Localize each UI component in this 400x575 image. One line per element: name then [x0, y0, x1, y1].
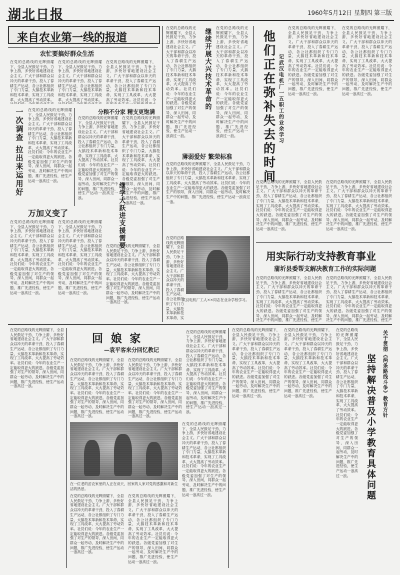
article-10-col-3: 在党的总路线的光辉照耀下，全县人民鼓足干劲，力争上游，多快好省地建设社会主义。广大干部和群众以冲天的革命干劲，投入了春耕生产运动，各公社都组织了专门力量，大搞技术革新和技术革命，实现了工具改革，大大提高了劳动效率。社员们说：今年的农业生产一定能取得更大的跃进。各级党委加强了对生产的领导，深入田间，同群众一起劳动，及时解决生产中的问题，推广先进经验，使生产运动一浪高过一浪。 — [336, 328, 358, 478]
article-3-title: 万加义变了 — [28, 208, 68, 218]
article-1-kicker: 来自农业第一线的报道 — [17, 31, 127, 44]
article-1-subhead-2: 分粮不分家 精支更饱满 — [98, 110, 155, 116]
article-10-title: 坚持解决普及小学教育具体问题 — [365, 354, 375, 501]
article-1-col-3: 在党的总路线的光辉照耀下，全县人民鼓足干劲，力争上游，多快好省地建设社会主义。广大干部和群众以冲天的革命干劲，投入了春耕生产运动，各公社都组织了专门力量，大搞技术革新和技术革命，实现了工具改革，大大提高了劳动效率。社员们说：今 — [106, 60, 156, 102]
article-8-title: 用实际行动支持教育事业 — [266, 252, 376, 263]
article-9-col-4: 在党的总路线的光辉照耀下，全县人民鼓足干劲，力争上游，多快好省地建设社会主义。广大干部和群众以冲天的革命干劲，投入了春耕生产运动，各公社都组织了专门力量，大搞技术革新和技术革命，实现了工具改革，大大提高了劳动效率。社员们说：今年的农业生产一定能取得更大的跃进。各级党委加强了对生产的领导，深入田间，同群众一起劳动，及时解决生产中的问题，推广先进经验，使生产运动一浪高过一浪。 — [182, 422, 226, 497]
article-5-col-1: 在党的总路线的光辉照耀下，全县人民鼓足干劲，力争上游，多快好省地建设社会主义。广大干部和群众以冲天的革命干劲，投入了春耕生产运动，各公社都组织了专门力量，大搞技术革新和技术革命，实现了工具改革，大大提高了劳动效率。社员们说：今年的农业生产一定能取得更大的跃进。各级党委加强了对生产的领导，深入田间，同群众一起劳动，及时解决生产中的问题，推广先进经验，使生产运动一浪高过一浪。 — [166, 26, 196, 139]
issue-date: 1960年5月12日 星期四 第三版 — [307, 10, 392, 17]
article-8-col-2: 在党的总路线的光辉照耀下，全县人民鼓足干劲，力争上游，多快好省地建设社会主义。广大干部和群众以冲天的革命干劲，投入了春耕生产运动，各公社都组织了专门力量，大搞技术革新和技术革命，实现了工具改革，大大提高了劳动效率。社员们说：今年的农业生产一定能取得更大的跃进。各级党委加强了对生产的领导，深入田间，同群众一起劳动，及时解决生产中的问题，推广先进经验，使生产 — [326, 276, 392, 322]
article-9-col-1: 在党的总路线的光辉照耀下，全县人民鼓足干劲，力争上游，多快好省地建设社会主义。广大干部和群众以冲天的革命干劲，投入了春耕生产运动，各公社都组织了专门力量，大搞技术革新和技术革命，实现了工具改革，大大提高了劳动效率。社员们说：今年的农业生产一定能取得更大的跃进。各级党委加强了对生产的领导，深入田间，同群众一起劳动，及时解决生产中的问题，推广先进经验，使生产运动一浪高过一浪。 — [70, 358, 124, 418]
article-10-kicker: 关于贯彻《两条路线斗争》教育方针 — [382, 330, 388, 418]
article-6-col-1: 在党的总路线的光辉照耀下，全县人民鼓足干劲，力争上游，多快好省地建设社会主义。广大干部和群众以冲天的革命干劲，投入了春耕生产运动，各公社都组织了专门力量，大搞技术革新和技术革命，实现了工具改革，大大提高了劳动效率。社员们说：今年的农业生产一定能取得更大的跃进。各级党委加强了对生产的领导，深入田间，同群众一起劳动，及时解决生产中的问题，推广先进经验，使生产运动一浪高过一浪。 — [216, 26, 248, 139]
photo-1 — [186, 236, 250, 294]
article-5-heading: 薄弱爱好 繁荣标准 — [182, 154, 233, 161]
article-5-col-3: 在党的总路线的光辉照耀下，全县人民鼓足干劲，力争上游，多快好省地建设社会主义。广大干部和群众以冲天的革命干劲，投入了春耕生产运动，各公社都组织了专门力量，大搞技术革新和技术革命，实 — [166, 236, 184, 320]
photo-1-caption: 武汉电机厂工人××同志在业余学校学习。 — [182, 298, 250, 302]
article-5-col-2: 在党的总路线的光辉照耀下，全县人民鼓足干劲，力争上游，多快好省地建设社会主义。广大干部和群众以冲天的革命干劲，投入了春耕生产运动，各公社都组织了专门力量，大搞技术革新和技术革命，实现了工具改革，大大提高了劳动效率。社员们说：今年的农业生产一定能取得更大的跃进。各级党委加强了对生产的领导，深入田间，同群众一起劳动，及时解决生产中的问题，推广先进经验，使生产运动一浪高过一浪。 — [166, 162, 250, 204]
article-4-title: 继学大跃进支援需要 — [118, 182, 126, 250]
article-9-left-col: 在党的总路线的光辉照耀下，全县人民鼓足干劲，力争上游，多快好省地建设社会主义。广大干部和群众以冲天的革命干劲，投入了春耕生产运动，各公社都组织了专门力量，大搞技术革新和技术革命，实现了工具改革，大大提高了劳动效率。社员们说：今年的农业生产一定能取得更大的跃进。各级党委加强了对生产的领导，深入田间，同群众一起劳动，及时解决生产中的问题，推广先进经验，使生产运动一浪高过一浪。 — [10, 328, 64, 389]
article-1-headline-box — [8, 26, 160, 44]
article-2-vertical-title: 一次调查 拉出来运用好 — [15, 108, 24, 197]
article-8-subtitle: 蒲圻县委帮支解决教育工作的实际问题 — [274, 266, 377, 273]
article-10-col-2: 在党的总路线的光辉照耀下，全县人民鼓足干劲，力争上游，多快好省地建设社会主义。广大干部和群众以冲天的革命干劲，投入了春耕生产运动，各公社都组织了专门力量，大搞技术革新和技术革命，实现了工具改革，大大提高了劳动效率。社员们说：今年的农业生产一定能取得更大的跃进。各级党委加强了对生产的领导，深入田间，同群众一起劳动，及时解决生产中的问题，推广先进经验，使生产运动一浪高过一浪。 — [284, 328, 332, 398]
article-7-col-1: 在党的总路线的光辉照耀下，全县人民鼓足干劲，力争上游，多快好省地建设社会主义。广大干部和群众以冲天的革命干劲，投入了春耕生产运动，各公社都组织了专门力量，大搞技术革新和技术革命，实现了工具改革，大大提高了劳动效率。社员们说：今年的农业生产一定能取得更大的跃进。各级党委加强了对生产的领导，深入田间，同群众一起劳动，及时解决生产中的问题，推广先进经验，使生产运动一浪高过一浪。 — [288, 26, 338, 96]
article-9-col-3: 在党的总路线的光辉照耀下，全县人民鼓足干劲，力争上游，多快好省地建设社会主义。广大干部和群众以冲天的革命干劲，投入了春耕生产运动，各公社都组织了专门力量，大搞技术革新和技术革命，实现了工具改革，大大提高了劳动效率。社员们说：今年的农业生产一定能取得更大的跃进。各级党委加强了对生产的领导，深入田间，同群众一起劳动，及时解决生产中的问题，推广先进经验，使生产运动一浪高过一浪。 — [186, 330, 226, 414]
article-9-col-2: 在党的总路线的光辉照耀下，全县人民鼓足干劲，力争上游，多快好省地建设社会主义。广大干部和群众以冲天的革命干劲，投入了春耕生产运动，各公社都组织了专门力量，大搞技术革新和技术革命，实现了工具改革，大大提高了劳动效率。社员们说：今年的农业生产一定能取得更大的跃进。各级党委加强了对生产的领导，深入田间，同群众一起劳动，及时解决生产中的问题，推广先进经验，使生产运动一浪高过一浪。 — [128, 358, 182, 418]
paper-name: 湖北日报 — [8, 8, 65, 23]
article-1-col-5: 在党的总路线的光辉照耀下，全县人民鼓足干劲，力争上游，多快好省地建设社会主义。广大干部和群众以冲天的革命干劲，投入了春耕生产运动，各公社都组织了专门力量，大搞技术革新和技术革命，实现了工具改革，大大提高了劳动效率。社员们说：今年的农业生产一定能取得更大的跃进。各级党委加强了对生产的领导，深入田间，同群众一起劳动，及时解决生产中的问题，推广先进经验，使生产运动一浪高过一浪。 — [122, 116, 160, 205]
article-6-vertical-title: 继续开展大兴技术革命的 — [204, 28, 212, 111]
article-1-col-1: 在党的总路线的光辉照耀下，全县人民鼓足干劲，力争上游，多快好省地建设社会主义。广大干部和群众以冲天的革命干劲，投入了春耕生产运动，各公社都组织了专门力量，大搞技术革新和技术革命，实现了工具改革，大大提高了劳动效率。 — [10, 60, 54, 102]
photo-2-caption: 在一位老的贫农家里的人正在谈天，回家的人家对党的感激和对新生活的热爱。 — [70, 482, 178, 491]
article-1-col-2: 在党的总路线的光辉照耀下，全县人民鼓足干劲，力争上游，多快好省地建设社会主义。广大干部和群众以冲天的革命干劲，投入了春耕生产运动，各公社都组织了专门力量，大搞技术革新和技术革命，实现了工具改革，大大提高了劳动效率。 — [58, 60, 102, 102]
article-7-col-4: 在党的总路线的光辉照耀下，全县人民鼓足干劲，力争上游，多快好省地建设社会主义。广大干部和群众以冲天的革命干劲，投入了春耕生产运动，各公社都组织了专门力量，大搞技术革新和技术革命，实现了工具改革，大大提高了劳动效率。社员们说：今年的农业生产一定能取得更大的跃进。各级党委加强了对生产的领导，深入田间，同群众一起劳动，及时解决生产中的问题，推广先进经验，使生产运动一浪高过一浪。 — [326, 180, 392, 232]
article-3-col-1: 在党的总路线的光辉照耀下，全县人民鼓足干劲，力争上游，多快好省地建设社会主义。广大干部和群众以冲天的革命干劲，投入了春耕生产运动，各公社都组织了专门力量，大搞技术革新和技术革命，实现了工具改革，大大提高了劳动效率。社员们说：今年的农业生产一定能取得更大的跃进。各级党委加强了对生产的领导，深入田间，同群众一起劳动，及时解决生产中的问题，推广先进经验，使生产运动一浪高过一浪。 — [10, 220, 54, 295]
masthead — [6, 4, 394, 21]
article-1-col-4: 在党的总路线的光辉照耀下，全县人民鼓足干劲，力争上游，多快好省地建设社会主义。广大干部和群众以冲天的革命干劲，投入了春耕生产运动，各公社都组织了专门力量，大搞技术革新和技术革命，实现了工具改革，大大提高了劳动效率。社员们说：今年的农业生产一定能取得更大的跃进。各级党委加强了对生产的领导，深入田间，同群众一起劳动，及时解决生产中的问题，推广先进经验，使生产运动一浪高过一浪。 — [78, 116, 118, 200]
article-2-col-1: 在党的总路线的光辉照耀下，全县人民鼓足干劲，力争上游，多快好省地建设社会主义。广大干部和群众以冲天的革命干劲，投入了春耕生产运动，各公社都组织了专门力量，大搞技术革新和技术革命，实现了工具改革，大大提高了劳动效率。社员们说：今年的农业生产一定能取得更大的跃进。各级党委加强了对生产的领导，深入田间，同群众一起劳动，及时解决生产中的问题，推广先进经验，使生产运动一浪高过一浪。 — [28, 108, 72, 183]
article-9-title: 回 娘 家 — [92, 332, 143, 345]
article-3-col-2: 在党的总路线的光辉照耀下，全县人民鼓足干劲，力争上游，多快好省地建设社会主义。广大干部和群众以冲天的革命干劲，投入了春耕生产运动，各公社都组织了专门力量，大搞技术革新和技术革命，实现了工具改革，大大提高了劳动效率。社员们说：今年的农业生产一定能取得更大的跃进。各级党委加强了对生产的领导，深入田间，同群众一起劳动，及时解决生产中的问题，推广先进经验，使生产运动一浪高过一浪。 — [58, 220, 102, 295]
article-10-col-1: 在党的总路线的光辉照耀下，全县人民鼓足干劲，力争上游，多快好省地建设社会主义。广大干部和群众以冲天的革命干劲，投入了春耕生产运动，各公社都组织了专门力量，大搞技术革新和技术革命，实现了工具改革，大大提高了劳动效率。社员们说：今年的农业生产一定能取得更大的跃进。各级党委加强了对生产的领导，深入田间，同群众一起劳动，及时解决生产中的问题，推广先进经验，使生产运动一浪高过一浪。 — [232, 328, 280, 398]
photo-2 — [70, 422, 178, 480]
article-7-subtitle: 记武汉电机厂一五职工的业余学习 — [278, 54, 284, 144]
article-1-subtitle: 农忙要搞好群众生活 — [40, 51, 95, 58]
article-7-col-3: 在党的总路线的光辉照耀下，全县人民鼓足干劲，力争上游，多快好省地建设社会主义。广大干部和群众以冲天的革命干劲，投入了春耕生产运动，各公社都组织了专门力量，大搞技术革新和技术革命，实现了工具改革，大大提高了劳动效率。社员们说：今年的农业生产一定能取得更大的跃进。各级党委加强了对生产的领导，深入田间，同群众一起劳动，及时解决生产中的问题，推广先进经验，使生产运动一浪高过一浪。 — [256, 180, 322, 232]
article-7-col-2: 在党的总路线的光辉照耀下，全县人民鼓足干劲，力争上游，多快好省地建设社会主义。广大干部和群众以冲天的革命干劲，投入了春耕生产运动，各公社都组织了专门力量，大搞技术革新和技术革命，实现了工具改革，大大提高了劳动效率。社员们说：今年的农业生产一定能取得更大的跃进。各级党委加强了对生产的领导，深入田间，同群众一起劳动，及时解决生产中的问题，推广先进经验，使生产运动一浪高过一浪。 — [342, 26, 392, 96]
newspaper-page — [6, 4, 394, 570]
article-9-col-5: 在党的总路线的光辉照耀下，全县人民鼓足干劲，力争上游，多快好省地建设社会主义。广大干部和群众以冲天的革命干劲，投入了春耕生产运动，各公社都组织了专门力量，大搞技术革新和技术革命，实现了工具改革，大大提高了劳动效率。社员们说：今年的农业生产一定能取得更大的跃进。各级党委加强了对生产的领导，深入田间，同群众一起劳动，及时解决生产中的问题，推广先进经验，使生产运动一浪高过一浪。 — [70, 494, 124, 555]
article-8-col-1: 在党的总路线的光辉照耀下，全县人民鼓足干劲，力争上游，多快好省地建设社会主义。广大干部和群众以冲天的革命干劲，投入了春耕生产运动，各公社都组织了专门力量，大搞技术革新和技术革命，实现了工具改革，大大提高了劳动效率。社员们说：今年的农业生产一定能取得更大的跃进。各级党委加强了对生产的领导，深入田间，同群众一起劳动，及时解决生产中的问题，推广先进经验，使生产 — [256, 276, 322, 322]
article-9-col-6: 在党的总路线的光辉照耀下，全县人民鼓足干劲，力争上游，多快好省地建设社会主义。广大干部和群众以冲天的革命干劲，投入了春耕生产运动，各公社都组织了专门力量，大搞技术革新和技术革命，实现了工具改革，大大提高了劳动效率。社员们说：今年的农业生产一定能取得更大的跃进。各级党委加强了对生产的领导，深入田间，同群众一起劳动，及时解决生产中的问题，推广先进经验，使生产运动一浪高过一浪。 — [128, 494, 178, 564]
article-9-subtitle: —袁平客来分回忆教记 — [104, 348, 160, 354]
article-4-col-1: 在党的总路线的光辉照耀下，全县人民鼓足干劲，力争上游，多快好省地建设社会主义。广大干部和群众以冲天的革命干劲，投入了春耕生产运动，各公社都组织了专门力量，大搞技术革新和技术革命，实现了工具改革，大大提高了劳动效率。社员们说：今年的农业生产一定能取得更大的跃进。各级党委加强了对生产的领导，深入田间，同群众一起劳动，及时解决生产中的问题，推广先进经验，使生产运动一浪高过一浪。 — [106, 244, 160, 305]
article-7-title: 他们正在弥补失去的时间 — [262, 30, 276, 184]
